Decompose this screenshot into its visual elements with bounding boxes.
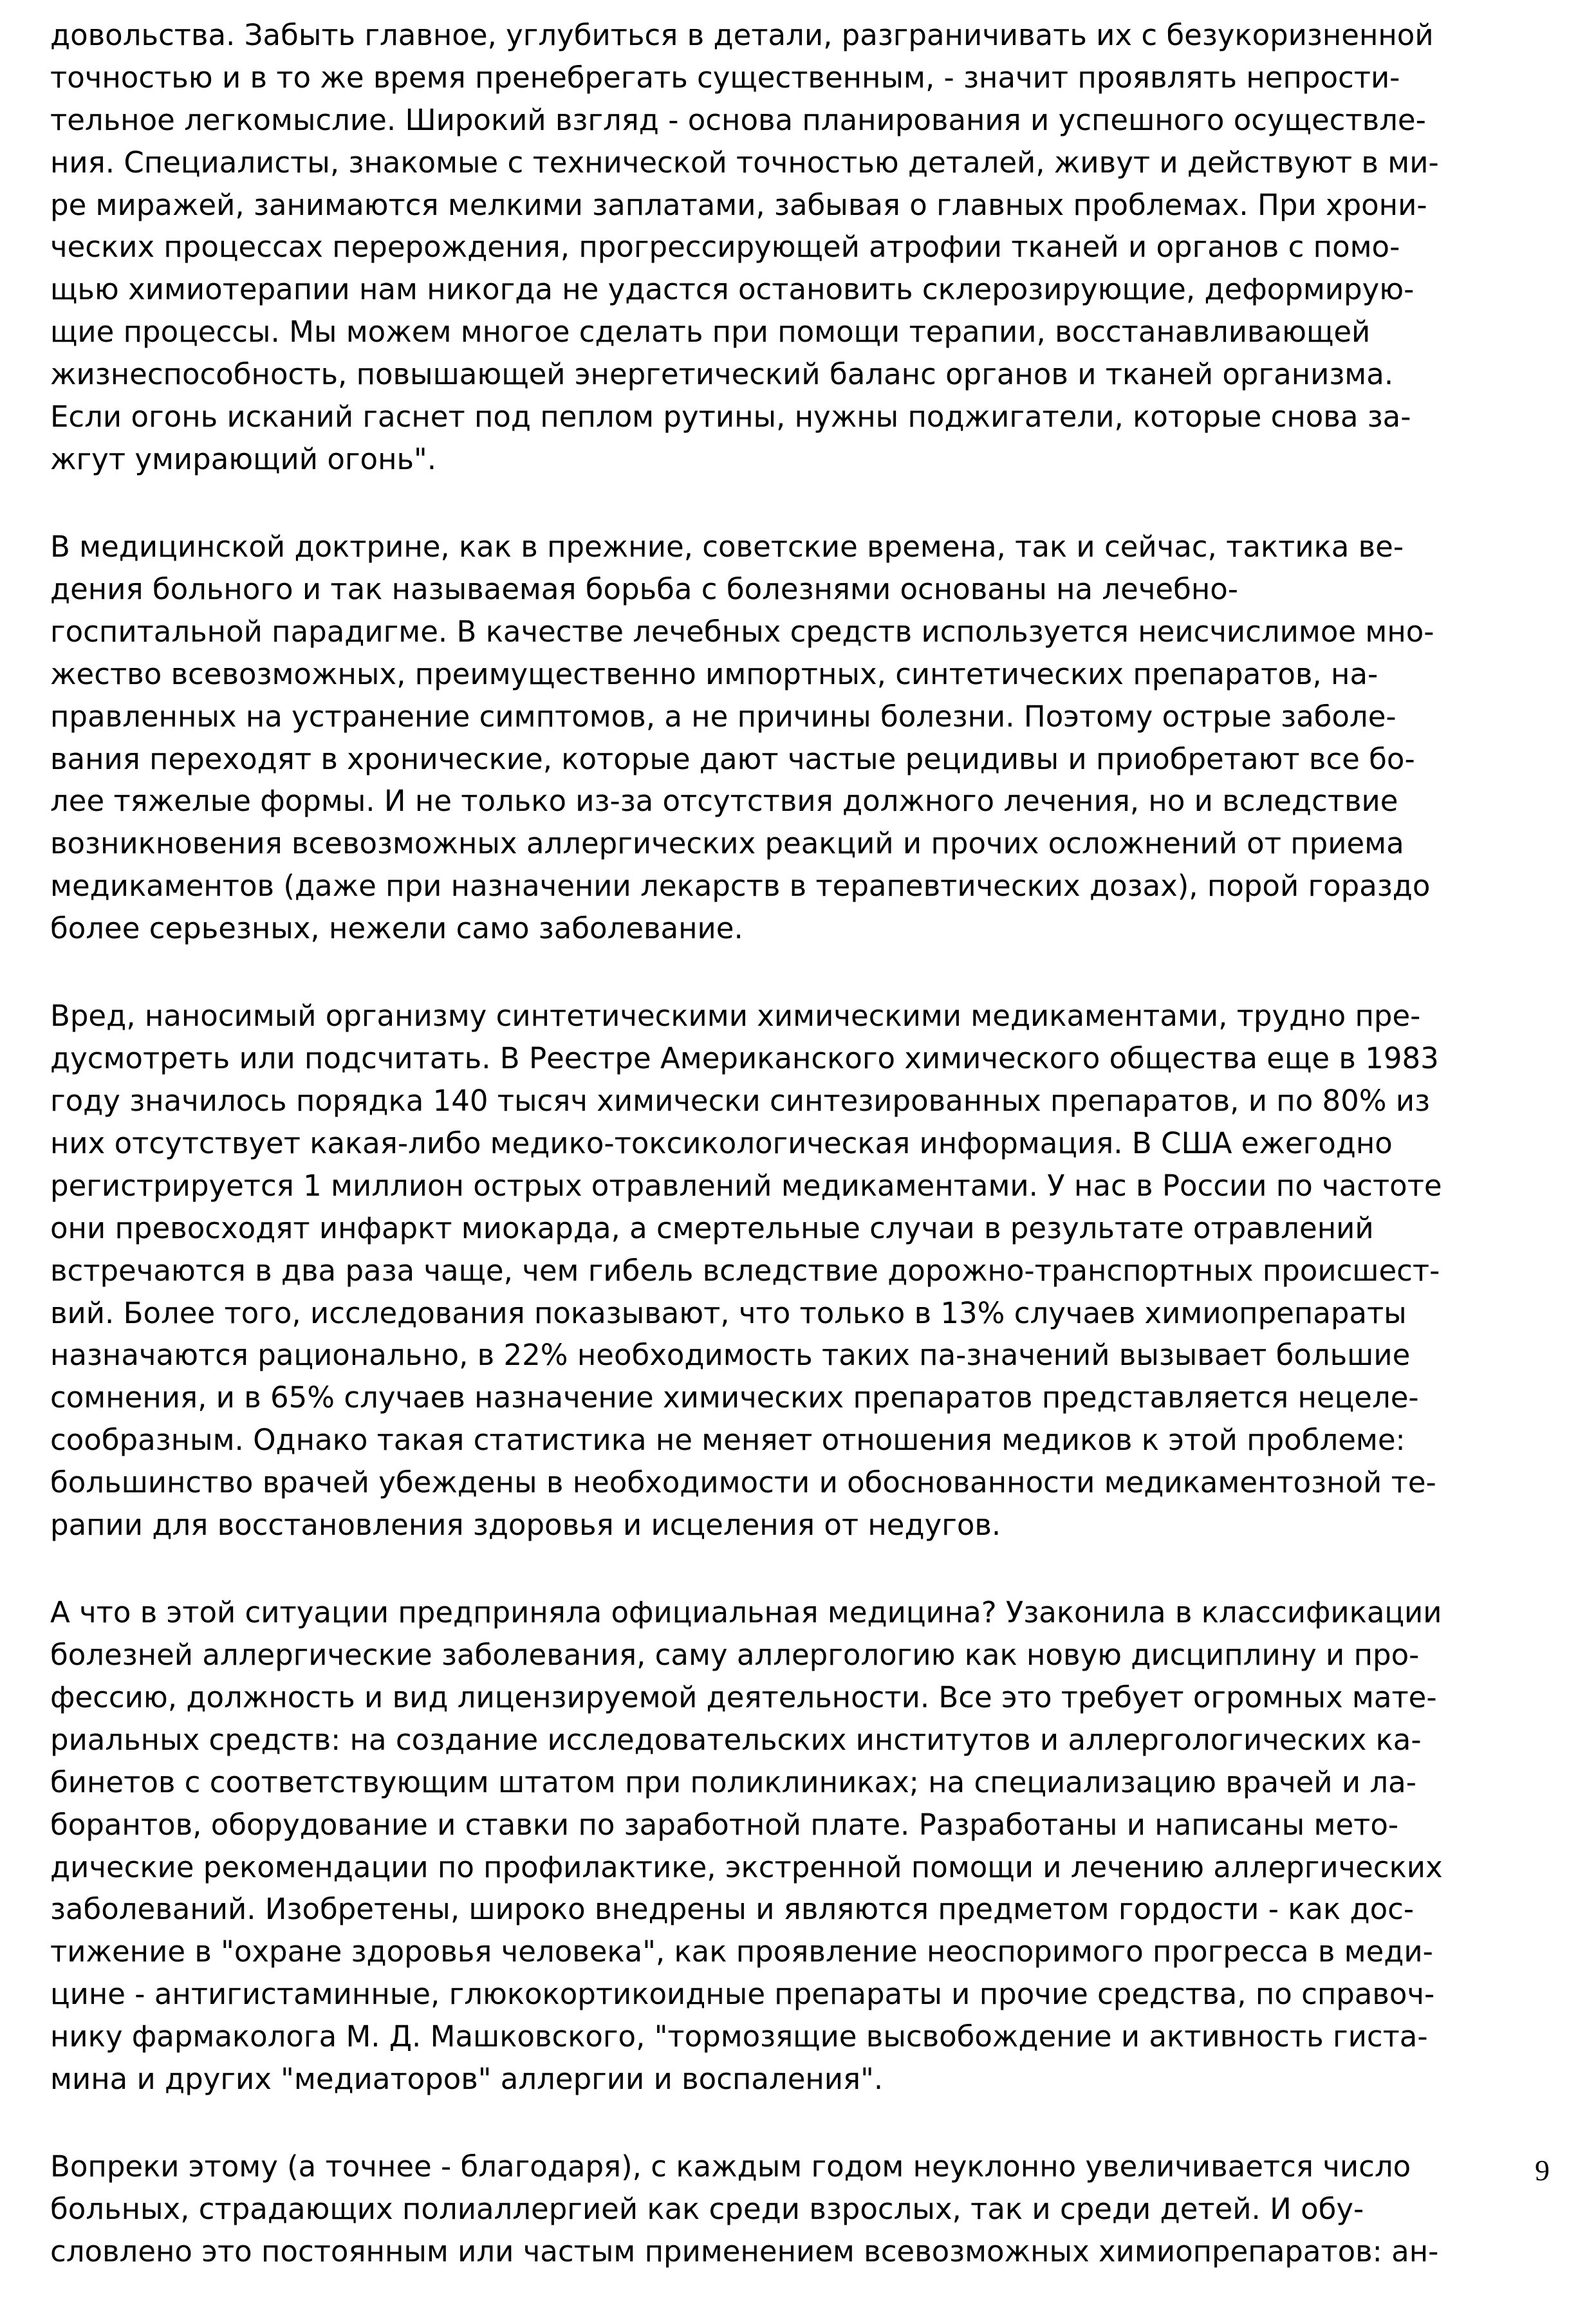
- text-line: они превосходят инфаркт миокарда, а смертельные случаи в результате отравлений: [50, 1210, 1374, 1245]
- text-line: них отсутствует какая-либо медико-токсикологическая информация. В США ежегодно: [50, 1126, 1393, 1160]
- text-line: Если огонь исканий гаснет под пеплом рутины, нужны поджигатели, которые снова за-: [50, 400, 1411, 434]
- text-line: ния. Специалисты, знакомые с технической точностью деталей, живут и действуют в ми-: [50, 145, 1439, 180]
- text-line: цине - антигистаминные, глюкокортикоидные препараты и прочие средства, по справоч-: [50, 1977, 1435, 2012]
- paragraph: [50, 526, 1569, 950]
- text-line: А что в этой ситуации предприняла официальная медицина? Узаконила в классификации: [50, 1595, 1442, 1630]
- text-line: заболеваний. Изобретены, широко внедрены и являются предметом гордости - как дос-: [50, 1892, 1415, 1927]
- text-line: нику фармаколога М. Д. Машковского, "тормозящие высвобождение и активность гиста-: [50, 2019, 1428, 2054]
- text-line: вания переходят в хронические, которые дают частые рецидивы и приобретают все бо-: [50, 741, 1415, 776]
- text-line: дения больного и так называемая борьба с болезнями основаны на лечебно-: [50, 571, 1239, 606]
- text-line: ческих процессах перерождения, прогрессирующей атрофии тканей и органов с помо-: [50, 230, 1400, 264]
- text-line: бинетов с соответствующим штатом при поликлиниках; на специализацию врачей и ла-: [50, 1765, 1416, 1799]
- text-line: дусмотреть или подсчитать. В Реестре Американского химического общества еще в 1983: [50, 1041, 1439, 1076]
- text-line: большинство врачей убеждены в необходимости и обоснованности медикаментозной те-: [50, 1465, 1436, 1500]
- text-line: возникновения всевозможных аллергических реакций и прочих осложнений от приема: [50, 826, 1404, 861]
- text-line: В медицинской доктрине, как в прежние, советские времена, так и сейчас, тактика ве-: [50, 530, 1404, 564]
- paragraph: [50, 14, 1569, 481]
- text-line: риальных средств: на создание исследовательских институтов и аллергологических ка-: [50, 1722, 1422, 1757]
- text-line: щью химиотерапии нам никогда не удастся остановить склерозирующие, деформирую-: [50, 272, 1415, 307]
- text-line: жизнеспособность, повышающей энергетический баланс органов и тканей организма.: [50, 357, 1394, 392]
- text-line: назначаются рационально, в 22% необходимость таких па-значений вызывает большие: [50, 1338, 1411, 1373]
- text-line: борантов, оборудование и ставки по заработной плате. Разработаны и написаны мето-: [50, 1807, 1399, 1842]
- text-line: довольства. Забыть главное, углубиться в детали, разграничивать их с безукоризненной: [50, 18, 1434, 52]
- text-line: дические рекомендации по профилактике, экстренной помощи и лечению аллергических: [50, 1850, 1443, 1884]
- text-line: встречаются в два раза чаще, чем гибель вследствие дорожно-транспортных происшест-: [50, 1253, 1440, 1288]
- text-line: щие процессы. Мы можем многое сделать при помощи терапии, восстанавливающей: [50, 315, 1371, 349]
- text-line: госпитальной парадигме. В качестве лечебных средств используется неисчислимое мно-: [50, 614, 1434, 649]
- text-line: правленных на устранение симптомов, а не причины болезни. Поэтому острые заболе-: [50, 699, 1396, 734]
- paragraph: [50, 995, 1569, 1546]
- text-line: тельное легкомыслие. Широкий взгляд - основа планирования и успешного осуществле-: [50, 102, 1426, 137]
- text-line: сообразным. Однако такая статистика не меняет отношения медиков к этой проблеме:: [50, 1423, 1406, 1458]
- text-line: жгут умирающий огонь".: [50, 441, 437, 476]
- text-line: сомнения, и в 65% случаев назначение химических препаратов представляется нецеле-: [50, 1380, 1419, 1415]
- page-number: 9: [1535, 2154, 1550, 2187]
- paragraph: [50, 2146, 1569, 2273]
- text-line: рапии для восстановления здоровья и исцеления от недугов.: [50, 1507, 1001, 1542]
- text-line: больных, страдающих полиаллергией как среди взрослых, так и среди детей. И обу-: [50, 2192, 1364, 2227]
- paragraph: [50, 1591, 1569, 2100]
- text-line: мина и других "медиаторов" аллергии и воспаления".: [50, 2061, 884, 2096]
- text-line: регистрируется 1 миллион острых отравлений медикаментами. У нас в России по частоте: [50, 1168, 1442, 1203]
- text-line: тижение в "охране здоровья человека", как проявление неоспоримого прогресса в меди-: [50, 1934, 1433, 1969]
- text-line: словлено это постоянным или частым применением всевозможных химиопрепаратов: ан-: [50, 2234, 1439, 2268]
- document-body: [50, 14, 1569, 2318]
- text-line: более серьезных, нежели само заболевание.: [50, 911, 743, 946]
- text-line: Вопреки этому (а точнее - благодаря), с каждым годом неуклонно увеличивается число: [50, 2149, 1411, 2184]
- text-line: вий. Более того, исследования показывают, что только в 13% случаев химиопрепараты: [50, 1295, 1407, 1330]
- text-line: Вред, наносимый организму синтетическими химическими медикаментами, трудно пре-: [50, 999, 1421, 1034]
- text-line: медикаментов (даже при назначении лекарств в терапевтических дозах), порой гораздо: [50, 869, 1431, 904]
- text-line: году значилось порядка 140 тысяч химически синтезированных препаратов, и по 80% из: [50, 1084, 1431, 1118]
- text-line: точностью и в то же время пренебрегать существенным, - значит проявлять непрости-: [50, 60, 1400, 95]
- text-line: ре миражей, занимаются мелкими заплатами, забывая о главных проблемах. При хрони-: [50, 187, 1427, 222]
- text-line: жество всевозможных, преимущественно импортных, синтетических препаратов, на-: [50, 656, 1378, 691]
- text-line: фессию, должность и вид лицензируемой деятельности. Все это требует огромных мате-: [50, 1680, 1437, 1714]
- text-line: болезней аллергические заболевания, саму аллергологию как новую дисциплину и про-: [50, 1638, 1420, 1673]
- text-line: лее тяжелые формы. И не только из-за отсутствия должного лечения, но и вследствие: [50, 784, 1398, 819]
